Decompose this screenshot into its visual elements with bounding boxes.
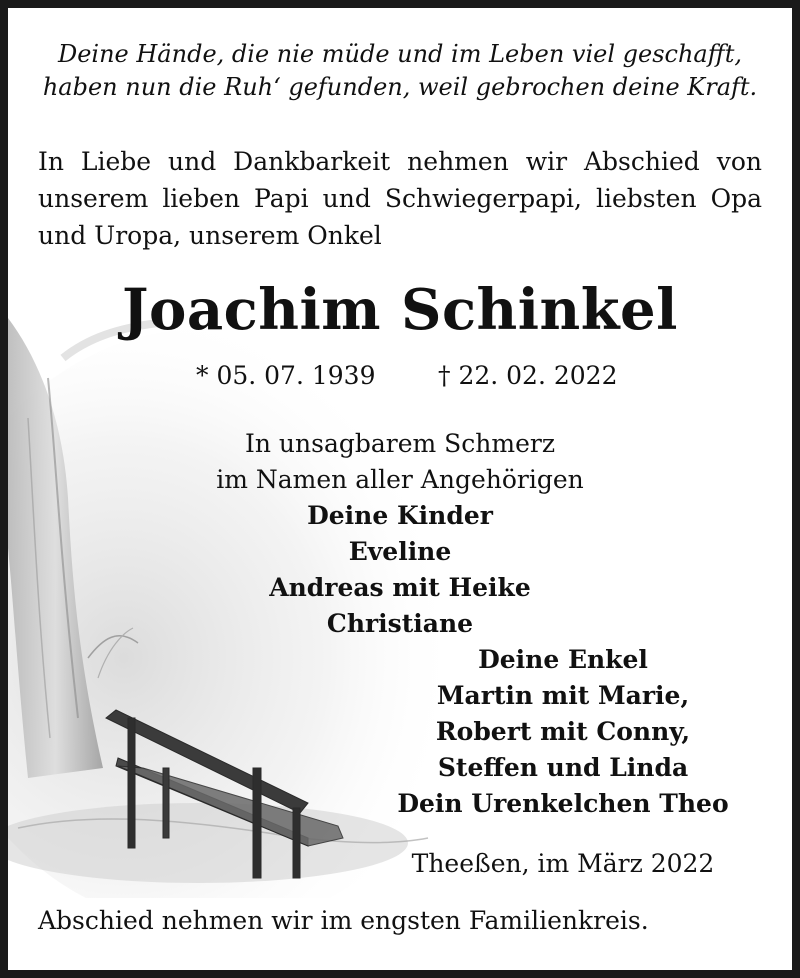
- grandchildren-heading: Deine Enkel: [478, 645, 648, 674]
- grandchild-name: Martin mit Marie,: [436, 681, 690, 710]
- child-name: Eveline: [348, 537, 452, 566]
- epigraph-line-1: Deine Hände, die nie müde und im Leben viel geschafft,: [57, 40, 743, 68]
- death-date: † 22. 02. 2022: [438, 361, 618, 390]
- birth-date: * 05. 07. 1939: [196, 361, 376, 390]
- great-grandchild: Dein Urenkelchen Theo: [397, 789, 729, 818]
- epigraph-line-2: haben nun die Ruh‘ gefunden, weil gebrochen deine Kraft.: [42, 73, 758, 101]
- mourning-line-2: im Namen aller Angehörigen: [216, 465, 584, 494]
- grandchild-name: Steffen und Linda: [437, 753, 689, 782]
- deceased-name: Joachim Schinkel: [122, 277, 678, 343]
- child-name: Andreas mit Heike: [269, 573, 531, 602]
- intro-text: In Liebe und Dankbarkeit nehmen wir Abschied von unserem lieben Papi und Schwiegerpapi, liebsten Opa und Uropa, unserem Onkel: [38, 147, 762, 250]
- closing-note: Abschied nehmen wir im engsten Familienkreis.: [38, 906, 649, 935]
- epigraph: [8, 38, 792, 104]
- grandchild-name: Robert mit Conny,: [435, 717, 691, 746]
- child-name: Christiane: [326, 609, 474, 638]
- place-date: Theeßen, im März 2022: [411, 849, 715, 878]
- children-heading: Deine Kinder: [307, 501, 493, 530]
- mourning-line-1: In unsagbarem Schmerz: [244, 429, 556, 458]
